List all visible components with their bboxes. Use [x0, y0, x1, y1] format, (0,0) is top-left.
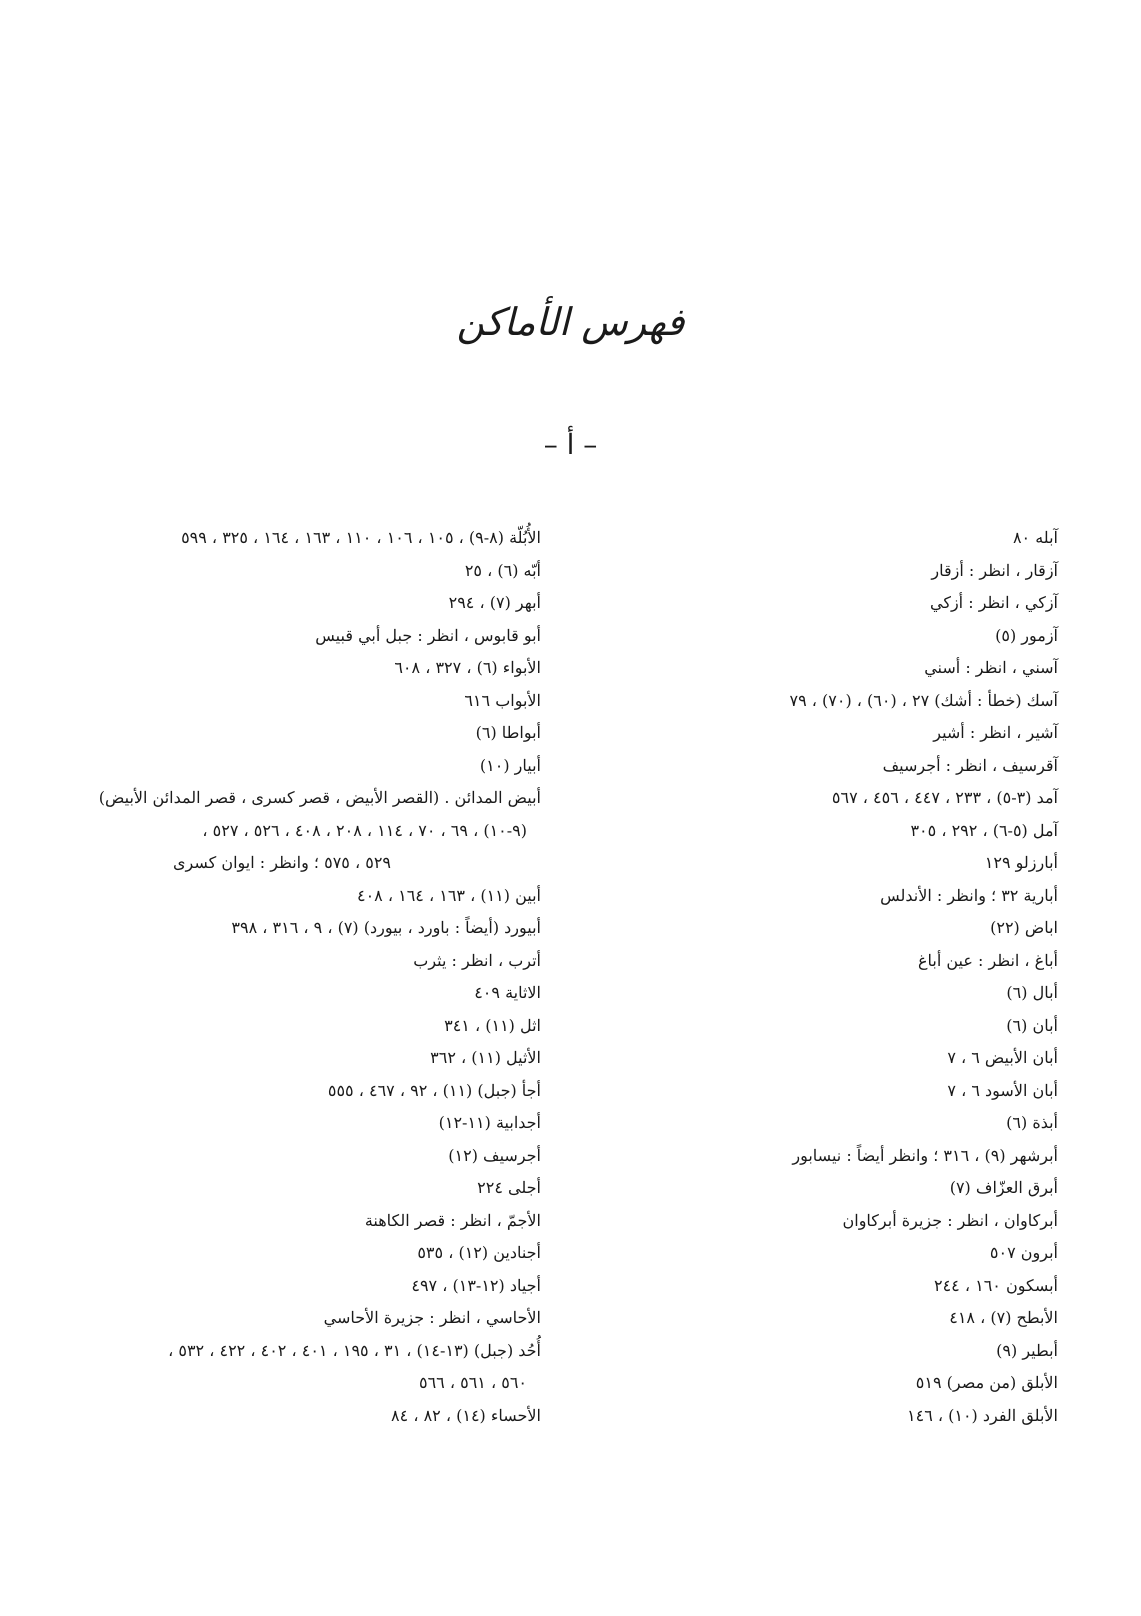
index-entry: أبين (١١) ، ١٦٣ ، ١٦٤ ، ٤٠٨	[356, 885, 541, 905]
index-entry: الأجمّ ، انظر : قصر الكاهنة	[364, 1210, 541, 1230]
page-title: فهرس الأماكن	[456, 300, 685, 344]
index-entry: آقرسيف ، انظر : أجرسيف	[882, 755, 1058, 775]
index-entry: آبله ٨٠	[1012, 528, 1058, 547]
index-entry: آشير ، انظر : أشير	[933, 723, 1058, 742]
index-entry: أبركاوان ، انظر : جزيرة أبركاوان	[842, 1210, 1058, 1230]
index-entry: الأثيل (١١) ، ٣٦٢	[430, 1048, 541, 1067]
index-entry: أجأ (جبل) (١١) ، ٩٢ ، ٤٦٧ ، ٥٥٥	[327, 1080, 541, 1100]
index-column-right	[718, 522, 1058, 1432]
index-entry: أبرق العزّاف (٧)	[949, 1178, 1058, 1197]
index-entry: اباض (٢٢)	[990, 918, 1058, 937]
index-entry: أجرسيف (١٢)	[448, 1145, 541, 1165]
index-entry: الأبواب ٦١٦	[464, 690, 541, 710]
index-entry: الأبلق (من مصر) ٥١٩	[915, 1373, 1058, 1392]
index-entry: أبيض المدائن . (القصر الأبيض ، قصر كسرى ، قصر المدائن الأبيض)	[98, 788, 541, 807]
index-entry: الأبطح (٧) ، ٤١٨	[949, 1308, 1058, 1327]
index-column-left	[41, 522, 541, 1432]
index-entry: آسك (خطأ : أشك) ٢٧ ، (٦٠) ، (٧٠) ، ٧٩	[789, 690, 1058, 710]
index-entry: أباغ ، انظر : عين أباغ	[917, 950, 1058, 970]
index-entry: الأحاسي ، انظر : جزيرة الأحاسي	[323, 1308, 541, 1327]
index-entry: أجنادين (١٢) ، ٥٣٥	[417, 1243, 541, 1262]
index-entry: أبّه (٦) ، ٢٥	[464, 560, 541, 580]
index-entry: أبرون ٥٠٧	[989, 1243, 1058, 1262]
index-entry: أبو قابوس ، انظر : جبل أبي قبيس	[315, 625, 541, 645]
index-entry: أبطير (٩)	[996, 1340, 1058, 1360]
index-entry: أبذة (٦)	[1006, 1113, 1058, 1132]
index-entry: الاثاية ٤٠٩	[474, 983, 541, 1002]
index-entry: أبارية ٣٢ ؛ وانظر : الأندلس	[880, 885, 1058, 905]
index-entry: أترب ، انظر : يثرب	[413, 950, 541, 970]
index-entry-continuation: (٩-١٠) ، ٦٩ ، ٧٠ ، ١١٤ ، ٢٠٨ ، ٤٠٨ ، ٥٢٦ ، ٥٢٧ ،	[202, 820, 527, 840]
index-entry: آسني ، انظر : أسني	[924, 658, 1058, 677]
index-entry-continuation: ٥٦٠ ، ٥٦١ ، ٥٦٦	[418, 1373, 527, 1392]
index-entry: أبان (٦)	[1006, 1015, 1058, 1035]
index-entry: أبان الأبيض ٦ ، ٧	[947, 1048, 1058, 1067]
index-entry: أبهر (٧) ، ٢٩٤	[448, 593, 541, 612]
index-entry: أُحُد (جبل) (١٣-١٤) ، ٣١ ، ١٩٥ ، ٤٠١ ، ٤٠٢ ، ٤٢٢ ، ٥٣٢ ،	[168, 1340, 541, 1360]
index-entry: أبسكون ١٦٠ ، ٢٤٤	[933, 1275, 1058, 1295]
index-entry: أبيار (١٠)	[479, 755, 541, 775]
index-entry: أجياد (١٢-١٣) ، ٤٩٧	[411, 1275, 541, 1295]
index-entry: الأُبُلّة (٨-٩) ، ١٠٥ ، ١٠٦ ، ١١٠ ، ١٦٣ ، ١٦٤ ، ٣٢٥ ، ٥٩٩	[181, 528, 541, 547]
index-entry: أبال (٦)	[1006, 983, 1058, 1002]
index-entry-continuation: ٥٢٩ ، ٥٧٥ ؛ وانظر : ايوان كسرى	[173, 853, 391, 872]
index-entry: أجلى ٢٢٤	[477, 1178, 541, 1197]
index-entry: آزكي ، انظر : أزكي	[930, 593, 1058, 612]
index-entry: آزقار ، انظر : أزقار	[931, 560, 1058, 580]
index-entry: الأبواء (٦) ، ٣٢٧ ، ٦٠٨	[394, 658, 541, 677]
index-entry: أبان الأسود ٦ ، ٧	[947, 1080, 1058, 1100]
index-entry: أبواطا (٦)	[475, 723, 541, 742]
index-entry: أبرشهر (٩) ، ٣١٦ ؛ وانظر أيضاً : نيسابور	[792, 1145, 1058, 1165]
section-letter-heading: – أ –	[543, 428, 598, 461]
index-entry: أجدابية (١١-١٢)	[438, 1113, 541, 1132]
index-entry: أبارزلو ١٢٩	[984, 853, 1058, 872]
index-entry: آزمور (٥)	[995, 625, 1058, 645]
index-entry: الأحساء (١٤) ، ٨٢ ، ٨٤	[391, 1405, 541, 1425]
index-entry: آمل (٥-٦) ، ٢٩٢ ، ٣٠٥	[910, 820, 1058, 840]
index-entry: اثل (١١) ، ٣٤١	[444, 1015, 541, 1035]
index-entry: الأبلق الفرد (١٠) ، ١٤٦	[907, 1405, 1058, 1425]
index-entry: آمد (٣-٥) ، ٢٣٣ ، ٤٤٧ ، ٤٥٦ ، ٥٦٧	[831, 788, 1058, 807]
index-entry: أبيورد (أيضاً : باورد ، بيورد) (٧) ، ٩ ، ٣١٦ ، ٣٩٨	[231, 918, 541, 937]
